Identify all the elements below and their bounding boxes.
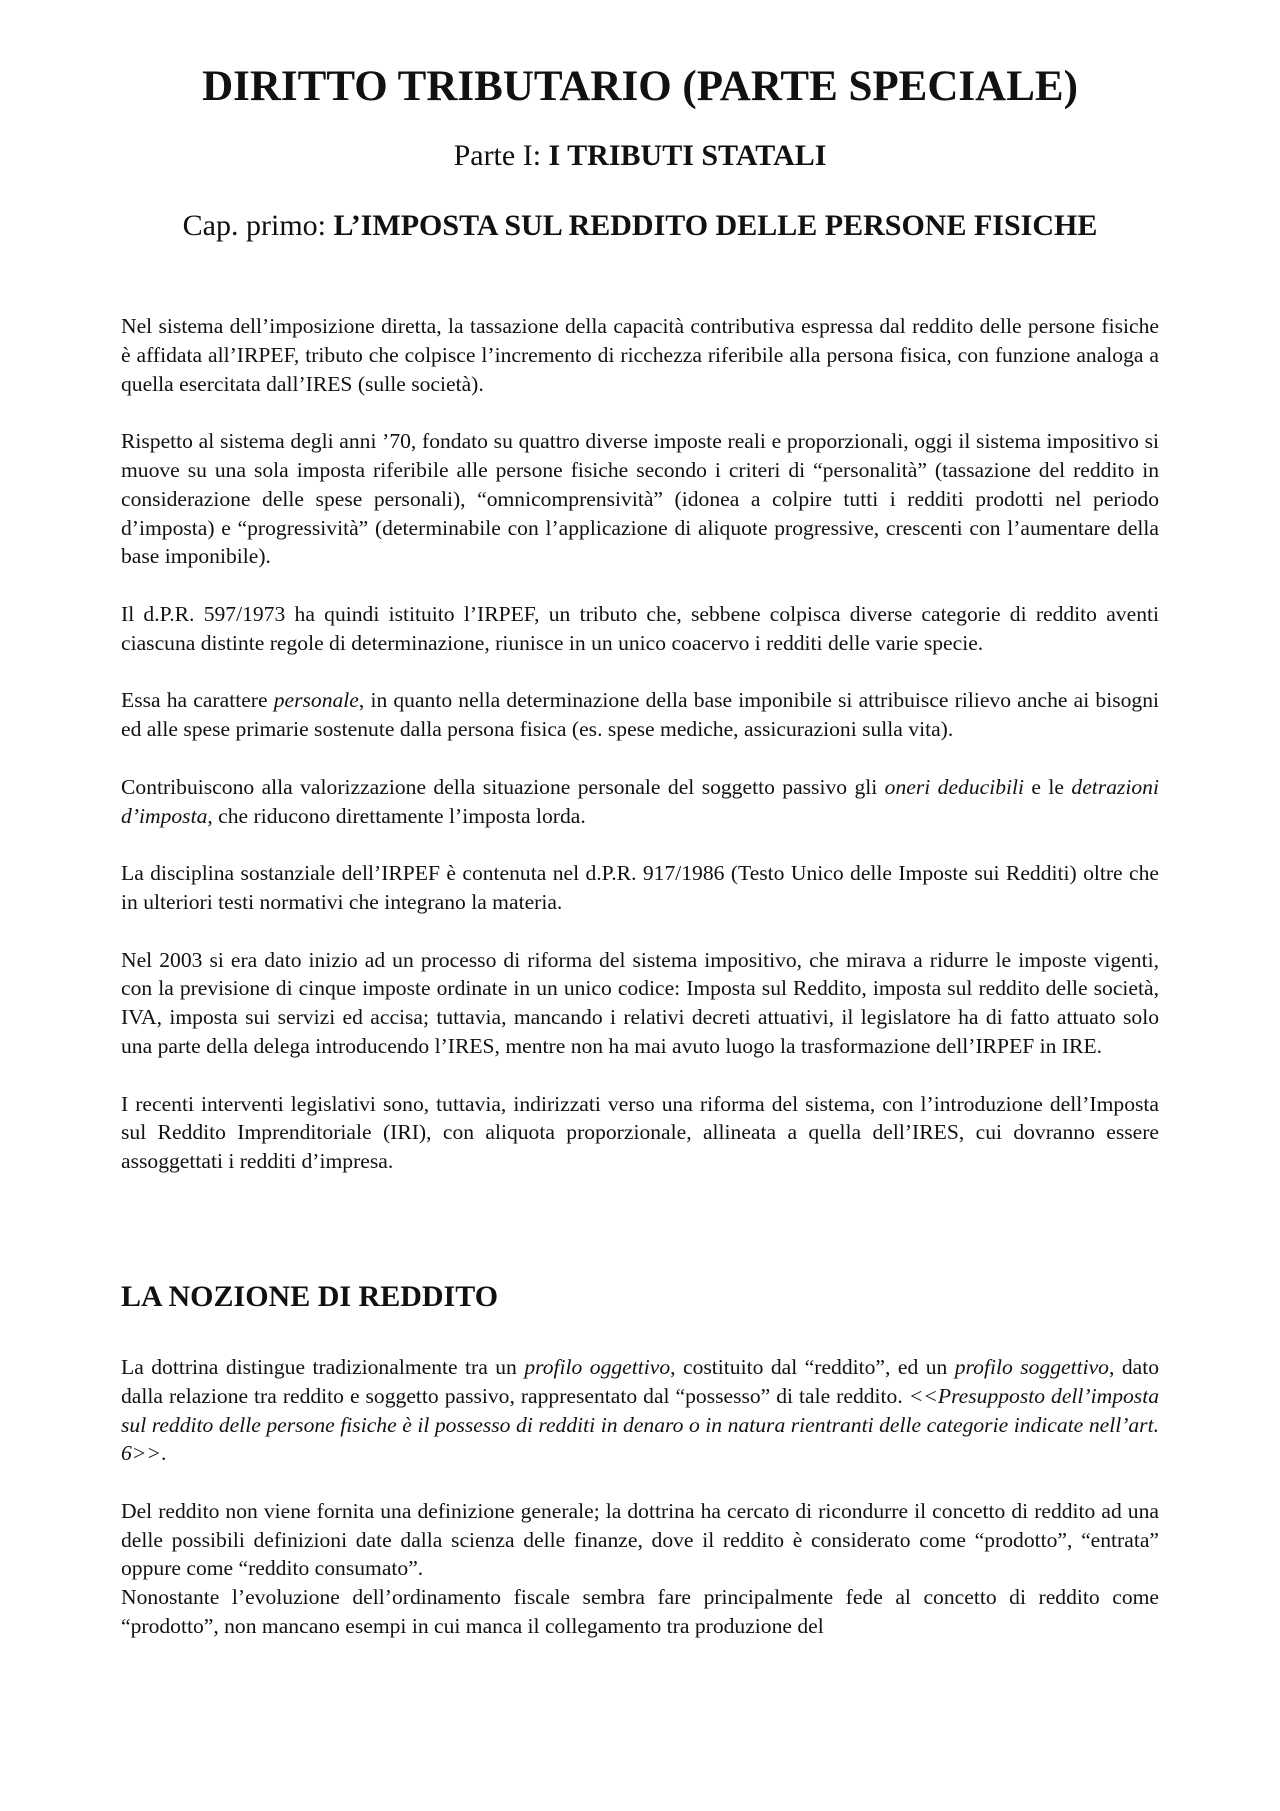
italic-term: oneri deducibili — [884, 774, 1025, 799]
text-run: , dato dalla relazione tra reddito e soggetto passivo, rappresentato dal “possesso” di tale reddito. — [121, 1354, 1160, 1408]
document-body — [121, 312, 1159, 1641]
italic-term: detrazioni d’imposta — [121, 774, 1159, 828]
text-run: , in quanto nella determinazione della base imponibile si attribuisce rilievo anche ai bisogni ed alle spese primarie sostenute dalla persona fisica (es. spese mediche, assicurazioni sulla vita). — [121, 688, 1159, 742]
italic-term: personale — [273, 688, 359, 713]
text-run: . — [160, 1441, 167, 1466]
chapter-prefix: Cap. primo: — [182, 209, 334, 242]
italic-term: profilo soggettivo — [954, 1354, 1109, 1379]
paragraph: Nel 2003 si era dato inizio ad un processo di riforma del sistema impositivo, che mirava a ridurre le imposte vigenti, con la previsione di cinque imposte ordinate in un unico codice: Imposta sul Reddito, imposta sul reddito delle società, IVA, imposta sui servizi ed accisa; tuttavia, mancando i relativi decreti attuativi, il legislatore ha di fatto attuato solo una parte della delega introducendo l’IRES, mentre non ha mai avuto luogo la trasformazione dell’IRPEF in IRE. — [121, 947, 1159, 1058]
text-run: e le — [1024, 774, 1072, 799]
text-run: , costituito dal “reddito”, ed un — [670, 1354, 955, 1379]
text-run: , che riducono direttamente l’imposta lorda. — [207, 803, 586, 828]
section-heading: LA NOZIONE DI REDDITO — [121, 1279, 499, 1313]
paragraph: Nonostante l’evoluzione dell’ordinamento fiscale sembra fare principalmente fede al concetto di reddito come “prodotto”, non mancano esempi in cui manca il collegamento tra produzione del — [121, 1585, 1159, 1639]
paragraph — [121, 1353, 1159, 1468]
italic-quote: <<Presupposto dell’imposta sul reddito delle persone fisiche è il possesso di redditi in denaro o in natura rientranti delle categorie indicate nell’art. 6>> — [121, 1383, 1159, 1466]
text-run: Essa ha carattere — [121, 688, 274, 713]
document-title: DIRITTO TRIBUTARIO (PARTE SPECIALE) — [202, 63, 1078, 110]
paragraph: Il d.P.R. 597/1973 ha quindi istituito l’IRPEF, un tributo che, sebbene colpisca diverse categorie di reddito aventi ciascuna distinte regole di determinazione, riunisce in un unico coacervo i redditi delle varie specie. — [121, 601, 1159, 655]
part-name: I TRIBUTI STATALI — [548, 139, 827, 172]
part-heading — [0, 136, 1280, 176]
paragraph: Rispetto al sistema degli anni ’70, fondato su quattro diverse imposte reali e proporzionali, oggi il sistema impositivo si muove su una sola imposta riferibile alle persone fisiche secondo i criteri di “personalità” (tassazione del reddito in considerazione delle spese personali), “omnicomprensività” (idonea a colpire tutti i redditi prodotti nel periodo d’imposta) e “progressività” (determinabile con l’applicazione di aliquote progressive, crescenti con l’aumentare della base imponibile). — [121, 429, 1159, 569]
chapter-name: L’IMPOSTA SUL REDDITO DELLE PERSONE FISICHE — [333, 209, 1098, 242]
part-prefix: Parte I: — [453, 139, 549, 172]
text-run: La dottrina distingue tradizionalmente tra un — [121, 1354, 525, 1379]
paragraph: I recenti interventi legislativi sono, tuttavia, indirizzati verso una riforma del sistema, con l’introduzione dell’Imposta sul Reddito Imprenditoriale (IRI), con aliquota proporzionale, allineata a quella dell’IRES, cui dovranno essere assoggettati i redditi d’impresa. — [121, 1091, 1159, 1174]
text-run: Contribuiscono alla valorizzazione della situazione personale del soggetto passivo gli — [121, 774, 885, 799]
paragraph: Nel sistema dell’imposizione diretta, la tassazione della capacità contributiva espressa dal reddito delle persone fisiche è affidata all’IRPEF, tributo che colpisce l’incremento di ricchezza riferibile alla persona fisica, con funzione analoga a quella esercitata dall’IRES (sulle società). — [121, 314, 1159, 396]
paragraph: Del reddito non viene fornita una definizione generale; la dottrina ha cercato di ricondurre il concetto di reddito ad una delle possibili definizioni date dalla scienza delle finanze, dove il reddito è considerato come “prodotto”, “entrata” oppure come “reddito consumato”. — [121, 1498, 1159, 1581]
italic-term: profilo oggettivo — [524, 1354, 671, 1379]
paragraph — [121, 686, 1159, 744]
paragraph: La disciplina sostanziale dell’IRPEF è contenuta nel d.P.R. 917/1986 (Testo Unico delle Imposte sui Redditi) oltre che in ulteriori testi normativi che integrano la materia. — [121, 861, 1159, 914]
chapter-heading — [180, 206, 1100, 246]
paragraph — [121, 773, 1159, 831]
